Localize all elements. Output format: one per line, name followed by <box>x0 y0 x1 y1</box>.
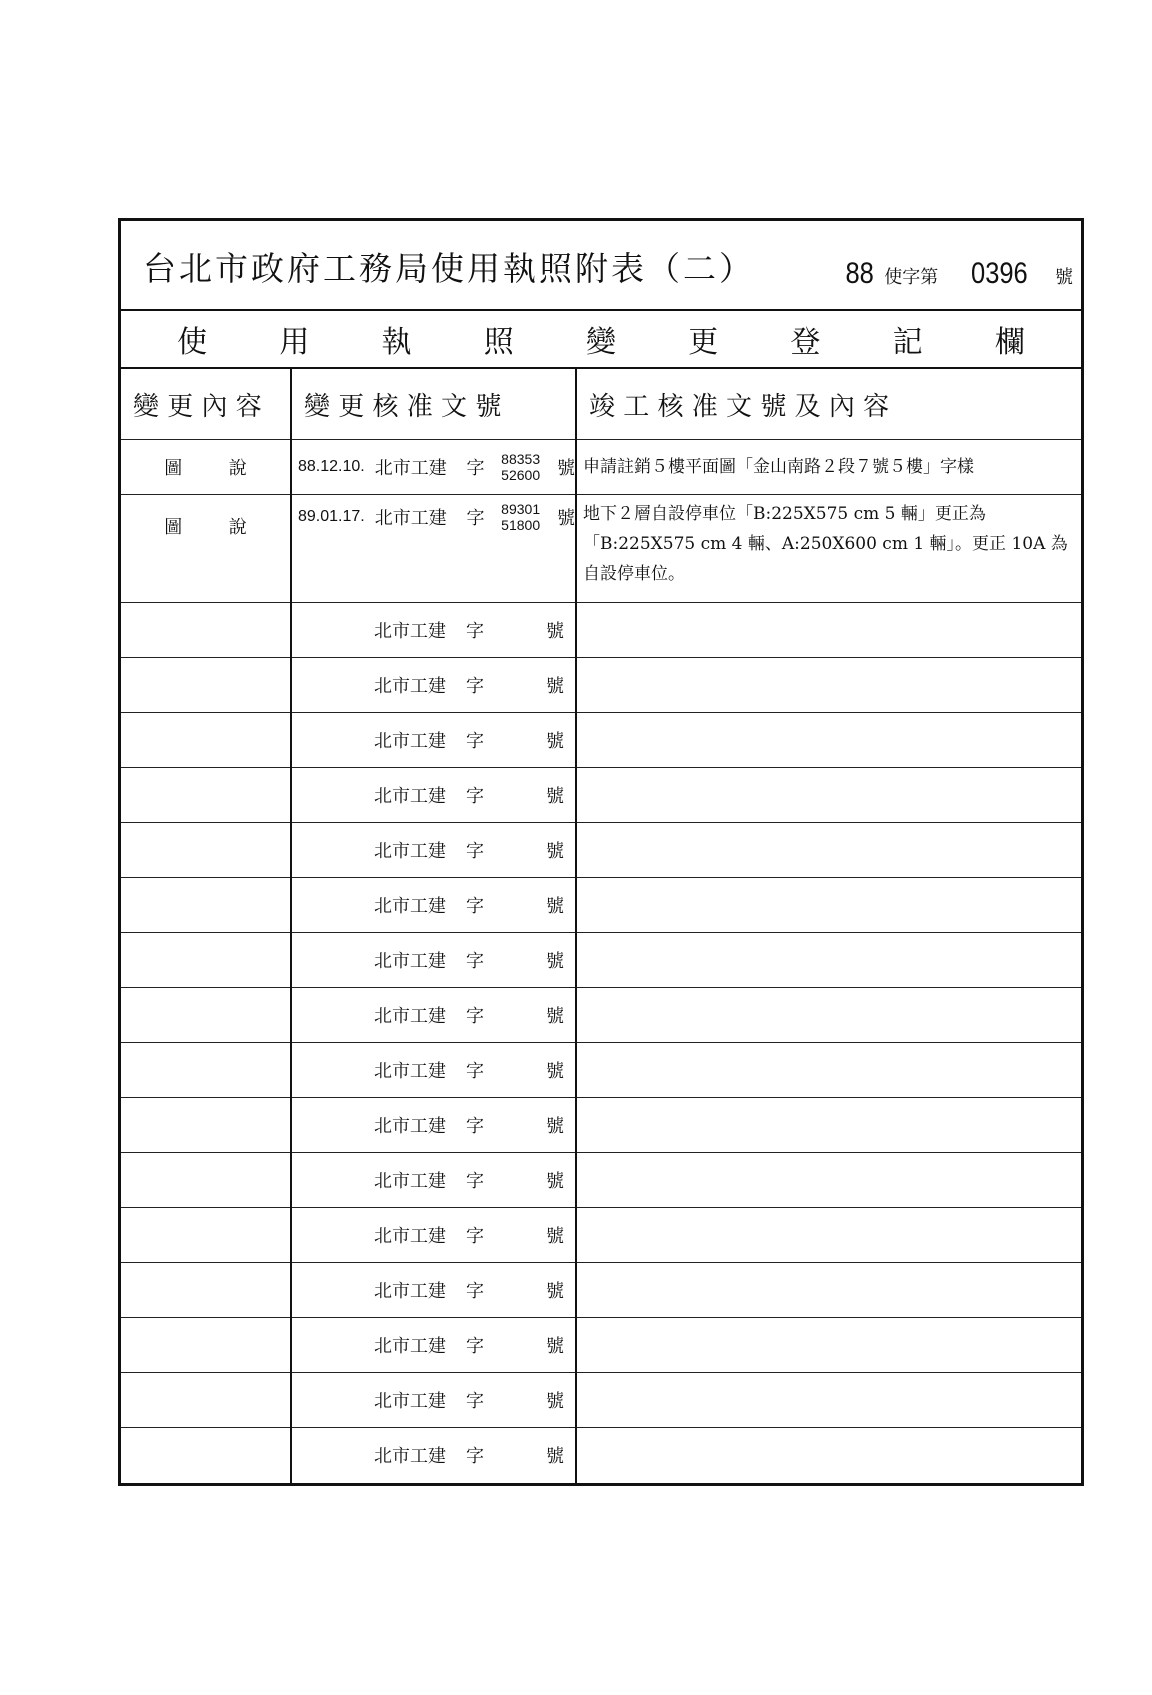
approval-hao: 號 <box>546 1116 564 1137</box>
approval-hao: 號 <box>546 1226 564 1247</box>
approval-ref <box>292 617 575 643</box>
approval-office: 北市工建 <box>374 1446 446 1468</box>
approval-ref <box>292 1442 575 1468</box>
permit-suffix: 號 <box>1055 267 1073 288</box>
section-subtitle <box>121 311 1081 369</box>
approval-office: 北市工建 <box>374 841 446 862</box>
change-content-cell <box>121 658 291 713</box>
approval-ref <box>292 1057 575 1083</box>
approval-ref <box>292 892 575 918</box>
subtitle-char: 更 <box>688 325 719 360</box>
table-row <box>121 1373 1081 1428</box>
approval-char: 字 <box>466 1006 484 1027</box>
change-content-cell <box>121 1318 291 1373</box>
approval-hao: 號 <box>546 1391 564 1412</box>
col-header-change-content: 變 更 內 容 <box>133 391 262 422</box>
change-content-cell <box>121 768 291 823</box>
approval-number-bottom: 52600 <box>501 467 541 483</box>
change-content-cell <box>121 713 291 768</box>
col-header-completion: 竣 工 核 准 文 號 及 內 容 <box>589 391 890 422</box>
approval-char: 字 <box>466 1171 484 1192</box>
change-content-cell <box>121 823 291 878</box>
subtitle-char: 欄 <box>994 325 1025 360</box>
approval-office: 北市工建 <box>374 1226 446 1247</box>
approval-ref <box>292 1167 575 1193</box>
table-row <box>121 878 1081 933</box>
permit-number-block <box>843 257 1073 291</box>
approval-char: 字 <box>466 508 485 529</box>
completion-content-cell <box>576 713 1081 768</box>
change-content-cell <box>121 878 291 933</box>
approval-office: 北市工建 <box>374 1391 446 1412</box>
completion-content-cell <box>576 988 1081 1043</box>
change-content-cell <box>121 988 291 1043</box>
approval-ref <box>292 1002 575 1028</box>
completion-content-cell <box>576 1208 1081 1263</box>
table-row <box>121 1318 1081 1373</box>
approval-number-top: 89301 <box>501 501 541 517</box>
approval-date: 89.01.17. <box>298 508 365 525</box>
subtitle-char: 用 <box>279 325 310 360</box>
permit-number: 0396 <box>971 257 1028 290</box>
completion-content-cell <box>576 878 1081 933</box>
completion-content-cell <box>576 1318 1081 1373</box>
approval-hao: 號 <box>546 841 564 862</box>
kind-char: 說 <box>228 517 247 538</box>
approval-hao: 號 <box>546 951 564 972</box>
kind-char: 說 <box>228 458 247 479</box>
approval-office: 北市工建 <box>374 1116 446 1137</box>
kind-char: 圖 <box>164 458 183 479</box>
completion-content-cell <box>576 1428 1081 1483</box>
approval-office: 北市工建 <box>374 1171 446 1192</box>
approval-char: 字 <box>466 841 484 862</box>
approval-hao: 號 <box>546 896 564 917</box>
table-row <box>121 1153 1081 1208</box>
approval-ref <box>292 1332 575 1358</box>
table-row <box>121 1098 1081 1153</box>
approval-office: 北市工建 <box>374 1281 446 1302</box>
table-row <box>121 440 1081 495</box>
approval-office: 北市工建 <box>374 676 446 697</box>
subtitle-char: 登 <box>790 325 821 360</box>
completion-content: 申請註銷５樓平面圖「金山南路２段７號５樓」字樣 <box>583 457 974 477</box>
table-row <box>121 823 1081 878</box>
approval-ref <box>292 1387 575 1413</box>
completion-content-cell <box>576 1098 1081 1153</box>
approval-hao: 號 <box>546 1171 564 1192</box>
completion-content-cell <box>576 1373 1081 1428</box>
approval-char: 字 <box>466 1116 484 1137</box>
approval-char: 字 <box>466 731 484 752</box>
approval-char: 字 <box>466 1226 484 1247</box>
completion-content-cell <box>576 603 1081 658</box>
subtitle-char: 記 <box>892 325 923 360</box>
table-row <box>121 1043 1081 1098</box>
approval-hao: 號 <box>546 1336 564 1357</box>
table-row <box>121 768 1081 823</box>
table-row <box>121 603 1081 658</box>
document-title: 台北市政府工務局使用執照附表（二） <box>143 249 755 288</box>
subtitle-char: 執 <box>381 325 412 360</box>
permit-year: 88 <box>845 257 874 290</box>
approval-hao: 號 <box>546 1446 564 1468</box>
approval-ref <box>292 947 575 973</box>
subtitle-char: 使 <box>177 325 208 360</box>
approval-hao: 號 <box>546 731 564 752</box>
approval-char: 字 <box>466 1336 484 1357</box>
approval-ref <box>292 1222 575 1248</box>
approval-ref <box>292 1112 575 1138</box>
approval-hao: 號 <box>546 1061 564 1082</box>
change-content-cell <box>121 1208 291 1263</box>
col-header-approval-ref: 變 更 核 准 文 號 <box>304 391 502 422</box>
approval-office: 北市工建 <box>374 621 446 642</box>
change-content-cell <box>121 603 291 658</box>
approval-char: 字 <box>466 1061 484 1082</box>
change-kind <box>121 513 290 539</box>
approval-office: 北市工建 <box>374 1061 446 1082</box>
change-content-cell <box>121 1263 291 1318</box>
approval-char: 字 <box>466 676 484 697</box>
change-content-cell <box>121 1098 291 1153</box>
approval-hao: 號 <box>546 1006 564 1027</box>
change-content-cell <box>121 1153 291 1208</box>
table-row <box>121 1208 1081 1263</box>
approval-office: 北市工建 <box>374 508 447 529</box>
approval-numbers <box>501 451 543 483</box>
completion-content-cell <box>576 1263 1081 1318</box>
change-register-table <box>121 369 1081 1483</box>
table-row <box>121 933 1081 988</box>
approval-office: 北市工建 <box>374 1006 446 1027</box>
change-kind <box>121 454 290 480</box>
completion-content-cell <box>576 933 1081 988</box>
approval-ref <box>292 1277 575 1303</box>
approval-char: 字 <box>466 1391 484 1412</box>
approval-ref <box>292 782 575 808</box>
table-row <box>121 713 1081 768</box>
approval-number-bottom: 51800 <box>501 517 541 533</box>
change-content-cell <box>121 933 291 988</box>
approval-numbers <box>501 501 543 533</box>
completion-content-cell <box>576 823 1081 878</box>
approval-char: 字 <box>466 621 484 642</box>
approval-hao: 號 <box>546 786 564 807</box>
approval-office: 北市工建 <box>374 786 446 807</box>
table-row <box>121 1263 1081 1318</box>
approval-ref <box>292 451 575 483</box>
title-row <box>121 221 1081 311</box>
completion-content-cell <box>576 658 1081 713</box>
kind-char: 圖 <box>164 517 183 538</box>
approval-hao: 號 <box>546 676 564 697</box>
completion-content-cell <box>576 1043 1081 1098</box>
approval-char: 字 <box>466 951 484 972</box>
completion-content: 地下２層自設停車位「B:225X575 cm 5 輛」更正為「B:225X575 cm 4 輛、A:250X600 cm 1 輛」。更正 10A 為自設停車位。 <box>583 504 1068 584</box>
approval-ref <box>292 727 575 753</box>
change-content-cell <box>121 1043 291 1098</box>
approval-date: 88.12.10. <box>298 458 365 475</box>
approval-office: 北市工建 <box>374 458 447 479</box>
change-content-cell <box>121 1373 291 1428</box>
approval-ref <box>292 672 575 698</box>
approval-ref <box>292 501 575 533</box>
table-row <box>121 495 1081 603</box>
subtitle-char: 變 <box>585 325 616 360</box>
header-row <box>121 369 1081 440</box>
approval-number-top: 88353 <box>501 451 541 467</box>
subtitle-char: 照 <box>483 325 514 360</box>
approval-hao: 號 <box>556 458 575 479</box>
approval-char: 字 <box>466 458 485 479</box>
permit-prefix: 使字第 <box>884 267 939 288</box>
approval-ref <box>292 837 575 863</box>
table-row <box>121 988 1081 1043</box>
approval-office: 北市工建 <box>374 731 446 752</box>
approval-office: 北市工建 <box>374 896 446 917</box>
completion-content-cell <box>576 1153 1081 1208</box>
approval-char: 字 <box>466 896 484 917</box>
approval-office: 北市工建 <box>374 1336 446 1357</box>
approval-hao: 號 <box>546 1281 564 1302</box>
approval-hao: 號 <box>556 508 575 529</box>
approval-hao: 號 <box>546 621 564 642</box>
approval-char: 字 <box>466 1281 484 1302</box>
completion-content-cell <box>576 768 1081 823</box>
permit-sheet <box>118 218 1084 1486</box>
approval-office: 北市工建 <box>374 951 446 972</box>
table-row <box>121 658 1081 713</box>
table-row <box>121 1428 1081 1483</box>
approval-char: 字 <box>466 1446 484 1468</box>
change-content-cell <box>121 1428 291 1483</box>
approval-char: 字 <box>466 786 484 807</box>
